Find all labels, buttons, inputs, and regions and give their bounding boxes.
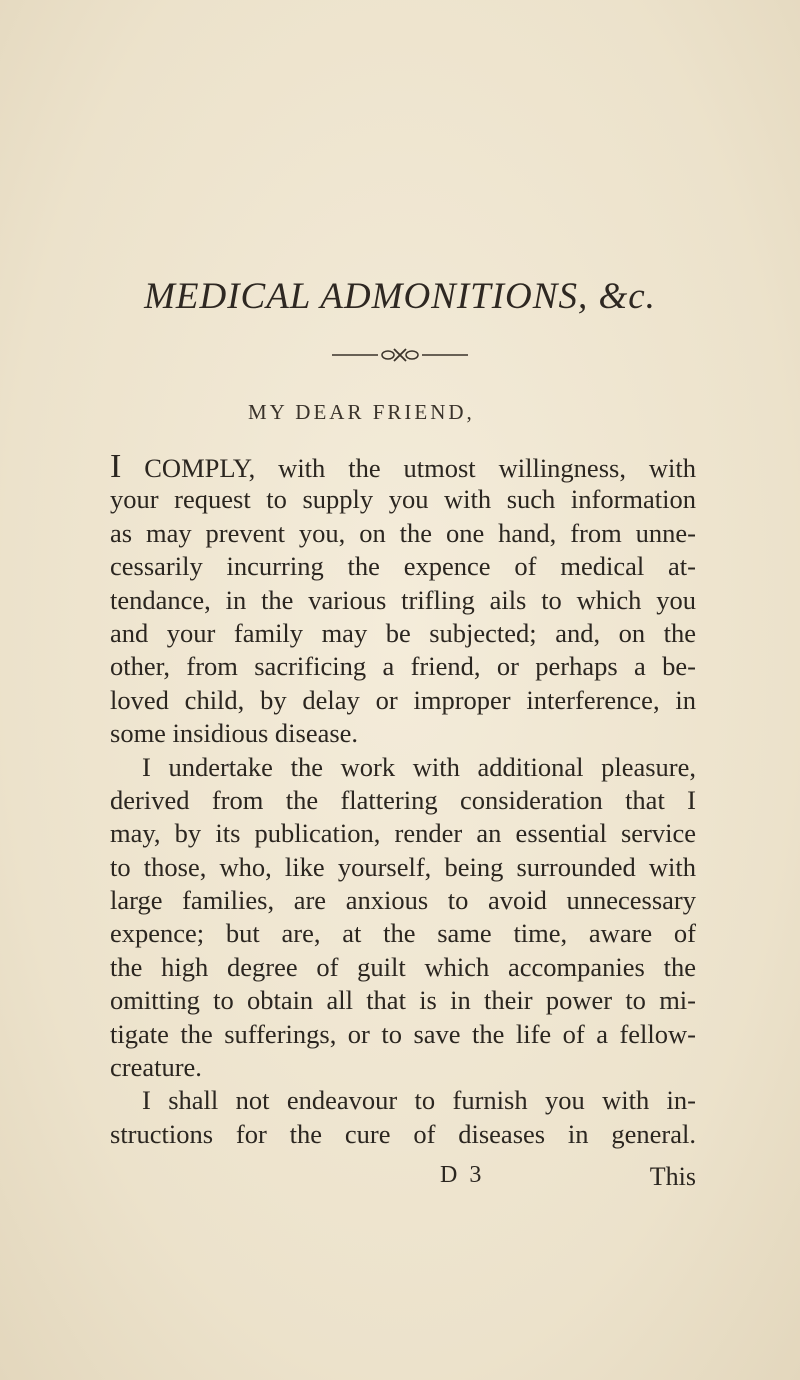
text-line [110,450,696,483]
catchword: This [649,1162,696,1191]
text-line: your request to supply you with such information [110,484,696,515]
text-line: to those, who, like yourself, being surrounded with [110,851,696,882]
salutation: MY DEAR FRIEND, [248,400,475,424]
text-line: I undertake the work with additional pleasure, [142,751,696,782]
text-line: loved child, by delay or improper interference, in [110,684,696,715]
text-line: derived from the flattering consideration that I [110,784,696,815]
text-line: I shall not endeavour to furnish you with in- [142,1085,696,1116]
body-text [110,450,696,1151]
text-line-content: COMPLY, with the utmost willingness, with [121,453,696,483]
text-line: cessarily incurring the expence of medical at- [110,551,696,582]
text-line: other, from sacrificing a friend, or perhaps a be- [110,651,696,682]
text-line: tigate the sufferings, or to save the life of a fellow- [110,1018,696,1049]
text-line: omitting to obtain all that is in their power to mi- [110,985,696,1016]
text-line: the high degree of guilt which accompanies the [110,951,696,982]
text-line: large families, are anxious to avoid unnecessary [110,885,696,916]
text-line: expence; but are, at the same time, aware of [110,918,696,949]
text-line: tendance, in the various trifling ails to which you [110,584,696,615]
text-line: structions for the cure of diseases in general. [110,1118,696,1149]
text-line: may, by its publication, render an essential service [110,818,696,849]
text-line: some insidious disease. [110,718,359,749]
text-line: creature. [110,1052,202,1083]
text-line: as may prevent you, on the one hand, from unne- [110,517,696,548]
drop-cap: I [110,448,122,485]
ornament-divider [330,345,470,365]
signature-mark: D 3 [440,1162,485,1188]
page-title: MEDICAL ADMONITIONS, &c. [144,276,656,317]
text-line: and your family may be subjected; and, on the [110,617,696,648]
